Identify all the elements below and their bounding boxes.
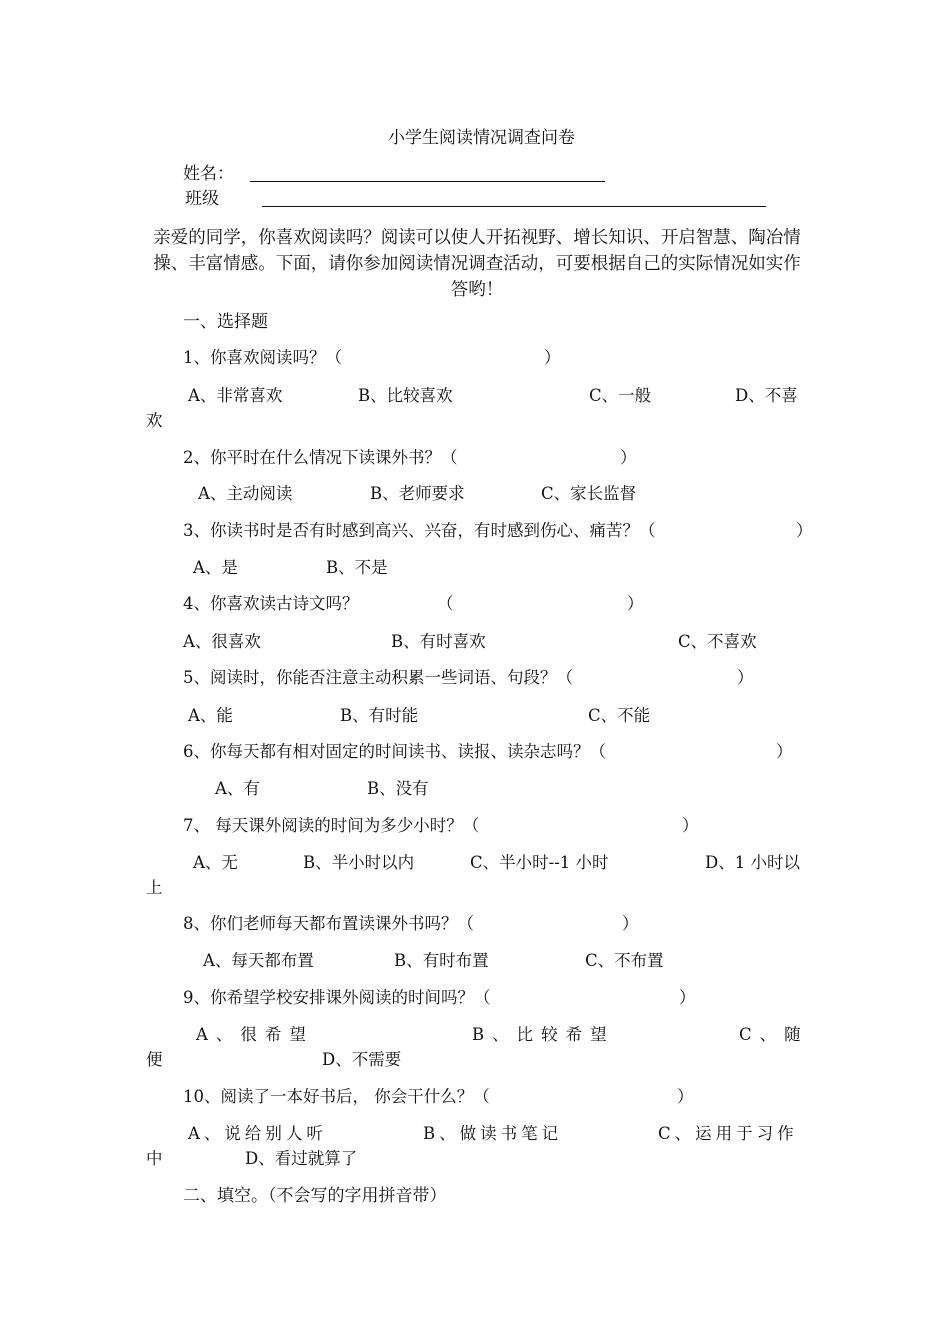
section-heading-choice: 一、选择题 bbox=[183, 312, 268, 332]
option-a[interactable]: A、是 bbox=[193, 558, 238, 577]
question-text: 2、你平时在什么情况下读课外书？（ bbox=[183, 448, 458, 467]
option-b[interactable]: B、老师要求 bbox=[370, 484, 465, 503]
option-c[interactable]: C、随 bbox=[739, 1025, 809, 1044]
option-c[interactable]: C、家长监督 bbox=[541, 484, 637, 503]
option-c[interactable]: C、运用于习作 bbox=[658, 1124, 798, 1143]
option-b[interactable]: B、没有 bbox=[367, 779, 429, 798]
option-wrap-text: 上 bbox=[146, 878, 163, 897]
option-a[interactable]: A、很喜欢 bbox=[183, 632, 261, 651]
intro-paragraph: 亲爱的同学，你喜欢阅读吗？阅读可以使人开拓视野、增长知识、开启智慧、陶冶情操、丰富情感。下面，请你参加阅读情况调查活动，可要根据自己的实际情况如实作答哟！ bbox=[153, 228, 801, 300]
answer-bracket-close: ） bbox=[627, 594, 644, 613]
name-label: 姓名： bbox=[183, 164, 234, 184]
option-a[interactable]: A、无 bbox=[193, 853, 238, 872]
question-text: 4、你喜欢读古诗文吗？ bbox=[183, 594, 359, 613]
option-a[interactable]: A、非常喜欢 bbox=[188, 386, 283, 405]
option-c[interactable]: C、半小时--1 小时 bbox=[470, 853, 609, 872]
answer-bracket-close: ） bbox=[544, 348, 561, 367]
name-field[interactable] bbox=[250, 181, 605, 182]
answer-bracket-close: ） bbox=[796, 521, 813, 540]
option-c[interactable]: C、一般 bbox=[589, 386, 652, 405]
option-a[interactable]: A、很希望 bbox=[196, 1025, 314, 1044]
question-text: 8、你们老师每天都布置读课外书吗？（ bbox=[183, 914, 474, 933]
option-b[interactable]: B、有时布置 bbox=[394, 951, 489, 970]
option-c[interactable]: C、不喜欢 bbox=[678, 632, 757, 651]
question-text: 9、你希望学校安排课外阅读的时间吗？（ bbox=[183, 988, 491, 1007]
option-b[interactable]: B、比较喜欢 bbox=[358, 386, 453, 405]
option-wrap-text: 便 bbox=[146, 1050, 163, 1069]
page-title: 小学生阅读情况调查问卷 bbox=[388, 128, 575, 148]
option-a[interactable]: A、主动阅读 bbox=[198, 484, 293, 503]
class-field[interactable] bbox=[262, 206, 766, 207]
answer-bracket-close: ） bbox=[622, 914, 639, 933]
answer-bracket-close: ） bbox=[776, 742, 793, 761]
option-b[interactable]: B、不是 bbox=[326, 558, 388, 577]
question-text: 1、你喜欢阅读吗？（ bbox=[183, 348, 342, 367]
question-text: 3、你读书时是否有时感到高兴、兴奋，有时感到伤心、痛苦？（ bbox=[183, 521, 656, 540]
option-a[interactable]: A、能 bbox=[188, 706, 233, 725]
option-b[interactable]: B、比较希望 bbox=[472, 1025, 615, 1044]
option-b[interactable]: B、有时能 bbox=[340, 706, 419, 725]
option-d[interactable]: D、1 小时以 bbox=[705, 853, 800, 872]
question-text: 7、 每天课外阅读的时间为多少小时？（ bbox=[183, 816, 480, 835]
answer-bracket-close: ） bbox=[737, 668, 754, 687]
option-d[interactable]: D、不喜 bbox=[735, 386, 798, 405]
class-label: 班级 bbox=[185, 189, 219, 209]
option-d[interactable]: D、看过就算了 bbox=[245, 1149, 358, 1168]
option-wrap-text: 中 bbox=[146, 1149, 163, 1168]
option-a[interactable]: A、有 bbox=[215, 779, 260, 798]
option-c[interactable]: C、不能 bbox=[588, 706, 651, 725]
answer-bracket-close: ） bbox=[677, 1087, 694, 1106]
option-b[interactable]: B、做读书笔记 bbox=[423, 1124, 563, 1143]
answer-bracket-close: ） bbox=[682, 816, 699, 835]
answer-bracket-open: （ bbox=[437, 594, 454, 613]
question-text: 5、阅读时，你能否注意主动积累一些词语、句段？（ bbox=[183, 668, 573, 687]
option-b[interactable]: B、有时喜欢 bbox=[391, 632, 486, 651]
option-a[interactable]: A、说给别人听 bbox=[188, 1124, 327, 1143]
option-b[interactable]: B、半小时以内 bbox=[303, 853, 415, 872]
question-text: 10、阅读了一本好书后， 你会干什么？（ bbox=[183, 1087, 490, 1106]
option-wrap-text: 欢 bbox=[146, 411, 163, 430]
option-c[interactable]: C、不布置 bbox=[585, 951, 664, 970]
answer-bracket-close: ） bbox=[620, 448, 637, 467]
answer-bracket-close: ） bbox=[679, 988, 696, 1007]
question-text: 6、你每天都有相对固定的时间读书、读报、读杂志吗？（ bbox=[183, 742, 606, 761]
section-heading-fill: 二、填空。（不会写的字用拼音带） bbox=[183, 1186, 447, 1206]
option-d[interactable]: D、不需要 bbox=[322, 1050, 402, 1069]
option-a[interactable]: A、每天都布置 bbox=[203, 951, 314, 970]
